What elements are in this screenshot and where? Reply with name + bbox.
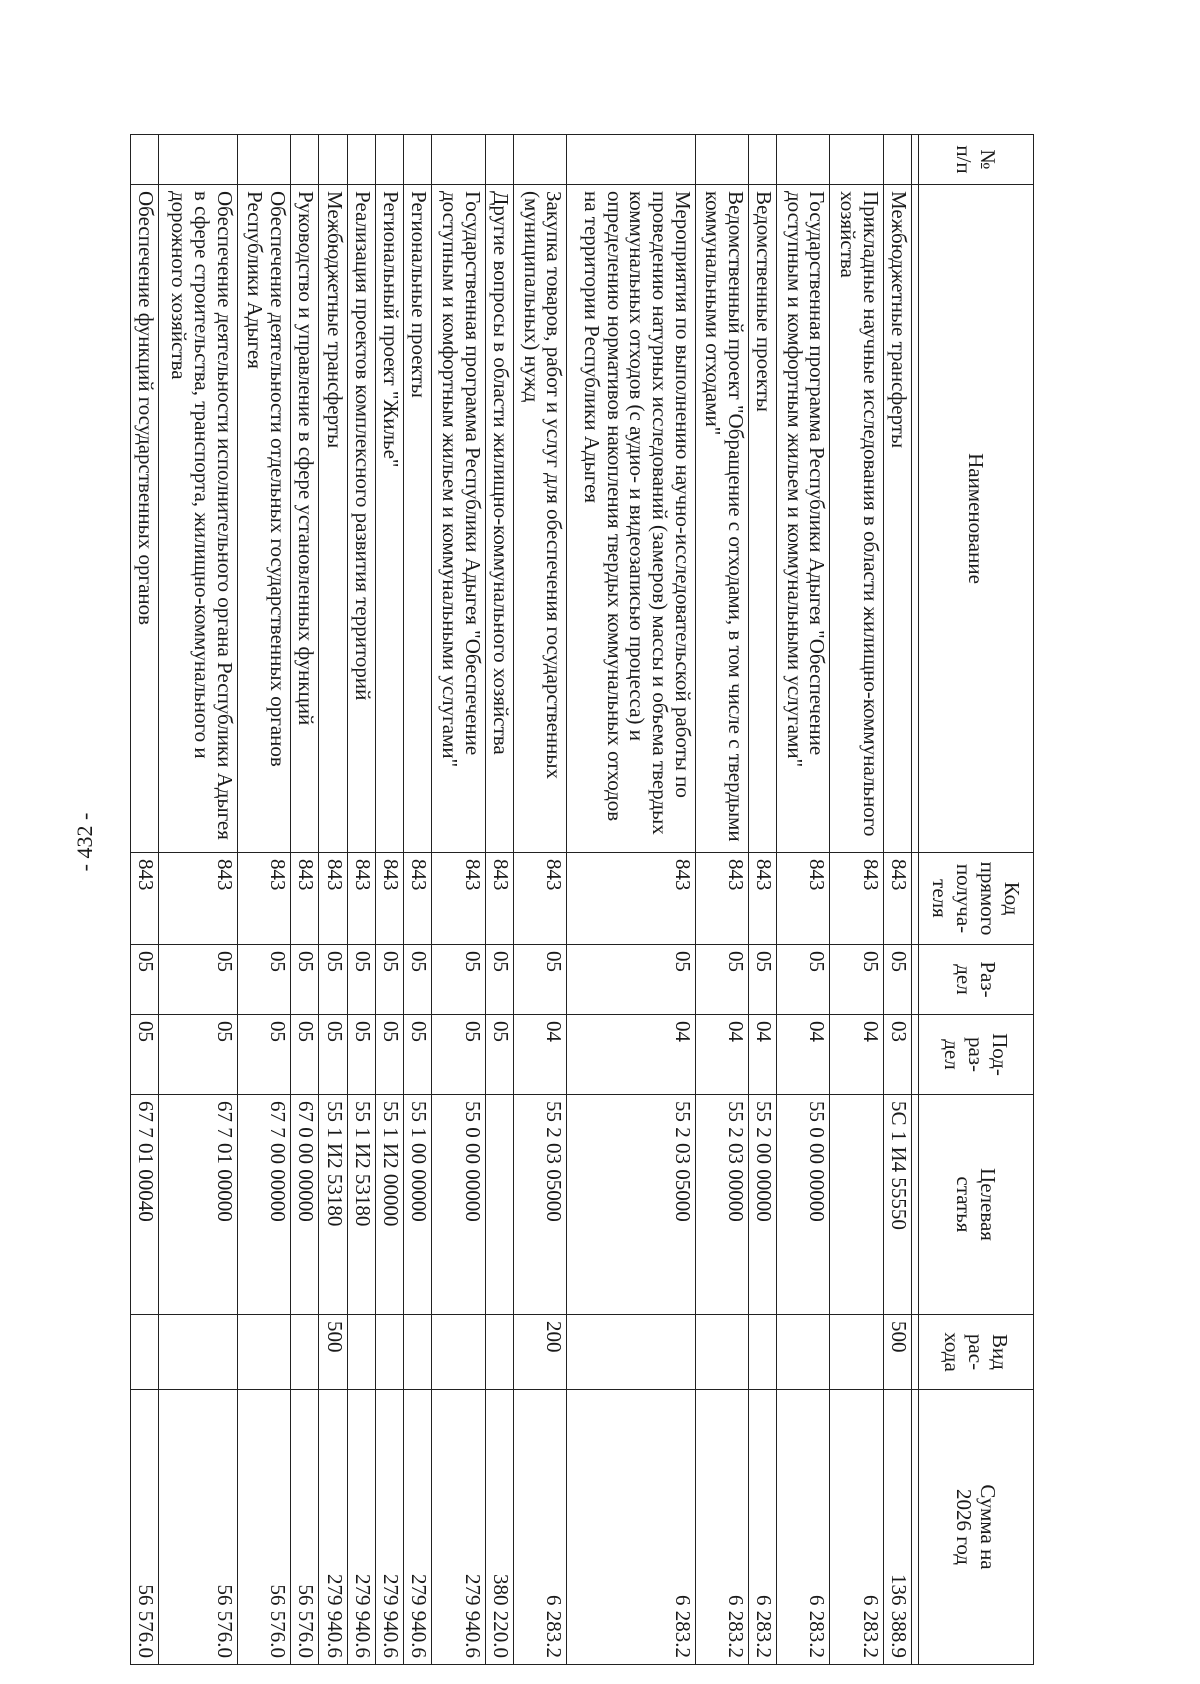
cell-recipient: 843: [131, 853, 159, 945]
budget-table: [130, 134, 1034, 1665]
cell-subsection: 04: [777, 1015, 830, 1095]
cell-subsection: 04: [830, 1015, 883, 1095]
cell-target: 5С 1 И4 55550: [883, 1095, 911, 1315]
cell-subsection: 05: [319, 1015, 347, 1095]
cell-recipient: 843: [567, 853, 695, 945]
cell-section: 05: [567, 945, 695, 1015]
cell-name: Другие вопросы в области жилищно-коммунального хозяйства: [485, 185, 513, 853]
header-spacer-row: [912, 135, 919, 1665]
cell-section: 05: [883, 945, 911, 1015]
cell-name: Закупка товаров, работ и услуг для обеспечения государственных (муниципальных) нужд: [514, 185, 567, 853]
cell-num: [830, 135, 883, 185]
cell-subsection: 04: [567, 1015, 695, 1095]
cell-target: 55 1 И2 00000: [375, 1095, 403, 1315]
cell-num: [375, 135, 403, 185]
cell-exptype: [830, 1315, 883, 1390]
cell-recipient: 843: [375, 853, 403, 945]
cell-name: Обеспечение деятельности отдельных государственных органов Республики Адыгея: [237, 185, 290, 853]
cell-name: Региональный проект "Жилье": [375, 185, 403, 853]
cell-subsection: 05: [404, 1015, 432, 1095]
cell-section: 05: [131, 945, 159, 1015]
table-row: [748, 135, 776, 1665]
cell-exptype: 500: [883, 1315, 911, 1390]
cell-section: 05: [404, 945, 432, 1015]
cell-amount: 279 940.6: [347, 1390, 375, 1665]
cell-section: 05: [514, 945, 567, 1015]
cell-subsection: 03: [883, 1015, 911, 1095]
cell-name: Мероприятия по выполнению научно-исследовательской работы по проведению натурных исследований (замеров) массы и объема твердых коммунальных отходов (с аудио- и видеозаписью процесса) и определению нормативов накопления твердых коммунальных отходов на территории Республики Адыгея: [567, 185, 695, 853]
cell-exptype: [375, 1315, 403, 1390]
cell-recipient: 843: [404, 853, 432, 945]
cell-exptype: [131, 1315, 159, 1390]
cell-section: 05: [237, 945, 290, 1015]
header-exptype: Вид рас- хода: [919, 1315, 1034, 1390]
cell-recipient: 843: [830, 853, 883, 945]
cell-target: 67 7 00 00000: [237, 1095, 290, 1315]
cell-amount: 279 940.6: [432, 1390, 485, 1665]
cell-num: [432, 135, 485, 185]
cell-amount: 6 283.2: [830, 1390, 883, 1665]
cell-name: Региональные проекты: [404, 185, 432, 853]
cell-amount: 56 576.0: [237, 1390, 290, 1665]
cell-num: [695, 135, 748, 185]
cell-section: 05: [159, 945, 237, 1015]
cell-section: 05: [319, 945, 347, 1015]
cell-amount: 279 940.6: [319, 1390, 347, 1665]
table-row: [375, 135, 403, 1665]
cell-amount: 279 940.6: [375, 1390, 403, 1665]
table-row: [404, 135, 432, 1665]
cell-num: [347, 135, 375, 185]
cell-section: 05: [748, 945, 776, 1015]
header-target: Целевая статья: [919, 1095, 1034, 1315]
cell-recipient: 843: [319, 853, 347, 945]
cell-section: 05: [830, 945, 883, 1015]
header-section: Раз- дел: [919, 945, 1034, 1015]
cell-name: Межбюджетные трансферты: [883, 185, 911, 853]
table-row: [432, 135, 485, 1665]
cell-target: 55 2 03 00000: [695, 1095, 748, 1315]
cell-exptype: 500: [319, 1315, 347, 1390]
cell-section: 05: [695, 945, 748, 1015]
cell-subsection: 04: [748, 1015, 776, 1095]
cell-section: 05: [485, 945, 513, 1015]
cell-target: 55 0 00 00000: [432, 1095, 485, 1315]
cell-amount: 6 283.2: [514, 1390, 567, 1665]
cell-amount: 56 576.0: [159, 1390, 237, 1665]
cell-name: Обеспечение деятельности исполнительного органа Республики Адыгея в сфере строительства, транспорта, жилищно-коммунального и дорожного хозяйства: [159, 185, 237, 853]
cell-subsection: 05: [432, 1015, 485, 1095]
cell-amount: 279 940.6: [404, 1390, 432, 1665]
cell-target: 55 1 И2 53180: [319, 1095, 347, 1315]
cell-exptype: [347, 1315, 375, 1390]
cell-amount: 380 220.0: [485, 1390, 513, 1665]
cell-subsection: 05: [485, 1015, 513, 1095]
header-recipient: Код прямого получа- теля: [919, 853, 1034, 945]
table-row: [347, 135, 375, 1665]
cell-subsection: 05: [375, 1015, 403, 1095]
cell-name: Государственная программа Республики Адыгея "Обеспечение доступным и комфортным жильем и коммунальными услугами": [432, 185, 485, 853]
cell-section: 05: [347, 945, 375, 1015]
cell-exptype: [777, 1315, 830, 1390]
cell-exptype: [432, 1315, 485, 1390]
cell-num: [748, 135, 776, 185]
cell-target: 55 2 03 05000: [567, 1095, 695, 1315]
table-row: [290, 135, 318, 1665]
cell-recipient: 843: [485, 853, 513, 945]
cell-num: [131, 135, 159, 185]
cell-subsection: 04: [695, 1015, 748, 1095]
cell-target: 55 1 00 00000: [404, 1095, 432, 1315]
cell-recipient: 843: [514, 853, 567, 945]
table-row: [237, 135, 290, 1665]
cell-amount: 56 576.0: [131, 1390, 159, 1665]
cell-amount: 6 283.2: [748, 1390, 776, 1665]
cell-subsection: 05: [347, 1015, 375, 1095]
table-row: [485, 135, 513, 1665]
cell-num: [777, 135, 830, 185]
cell-exptype: [695, 1315, 748, 1390]
cell-section: 05: [777, 945, 830, 1015]
cell-subsection: 05: [237, 1015, 290, 1095]
cell-recipient: 843: [748, 853, 776, 945]
cell-subsection: 05: [290, 1015, 318, 1095]
header-name: Наименование: [919, 185, 1034, 853]
table-header-row: [919, 135, 1034, 1665]
cell-exptype: 200: [514, 1315, 567, 1390]
cell-name: Государственная программа Республики Адыгея "Обеспечение доступным и комфортным жильем и коммунальными услугами": [777, 185, 830, 853]
cell-num: [485, 135, 513, 185]
cell-num: [237, 135, 290, 185]
cell-exptype: [567, 1315, 695, 1390]
cell-num: [567, 135, 695, 185]
cell-target: 55 0 00 00000: [777, 1095, 830, 1315]
cell-recipient: 843: [159, 853, 237, 945]
cell-target: 67 7 01 00040: [131, 1095, 159, 1315]
cell-recipient: 843: [777, 853, 830, 945]
cell-amount: 6 283.2: [777, 1390, 830, 1665]
cell-section: 05: [432, 945, 485, 1015]
cell-recipient: 843: [347, 853, 375, 945]
cell-target: 55 2 03 05000: [514, 1095, 567, 1315]
cell-exptype: [290, 1315, 318, 1390]
table-row: [131, 135, 159, 1665]
cell-target: [830, 1095, 883, 1315]
cell-amount: 136 388.9: [883, 1390, 911, 1665]
cell-exptype: [404, 1315, 432, 1390]
cell-recipient: 843: [290, 853, 318, 945]
cell-exptype: [237, 1315, 290, 1390]
table-row: [695, 135, 748, 1665]
cell-num: [883, 135, 911, 185]
cell-section: 05: [375, 945, 403, 1015]
cell-name: Обеспечение функций государственных органов: [131, 185, 159, 853]
cell-recipient: 843: [695, 853, 748, 945]
cell-num: [319, 135, 347, 185]
cell-recipient: 843: [237, 853, 290, 945]
cell-num: [514, 135, 567, 185]
cell-target: 55 1 И2 53180: [347, 1095, 375, 1315]
table-row: [830, 135, 883, 1665]
cell-amount: 56 576.0: [290, 1390, 318, 1665]
cell-subsection: 05: [131, 1015, 159, 1095]
cell-num: [159, 135, 237, 185]
cell-name: Реализация проектов комплексного развития территорий: [347, 185, 375, 853]
cell-subsection: 05: [159, 1015, 237, 1095]
cell-name: Ведомственные проекты: [748, 185, 776, 853]
cell-amount: 6 283.2: [695, 1390, 748, 1665]
cell-name: Руководство и управление в сфере установленных функций: [290, 185, 318, 853]
cell-exptype: [748, 1315, 776, 1390]
cell-target: 67 7 01 00000: [159, 1095, 237, 1315]
cell-name: Ведомственный проект "Обращение с отходами, в том числе с твердыми коммунальными отходами": [695, 185, 748, 853]
cell-name: Прикладные научные исследования в области жилищно-коммунального хозяйства: [830, 185, 883, 853]
table-row: [567, 135, 695, 1665]
cell-exptype: [159, 1315, 237, 1390]
cell-target: [485, 1095, 513, 1315]
header-num: № п/п: [919, 135, 1034, 185]
cell-recipient: 843: [883, 853, 911, 945]
page-number: - 432 -: [72, 812, 97, 872]
cell-exptype: [485, 1315, 513, 1390]
cell-section: 05: [290, 945, 318, 1015]
cell-amount: 6 283.2: [567, 1390, 695, 1665]
header-amount: Сумма на 2026 год: [919, 1390, 1034, 1665]
cell-num: [404, 135, 432, 185]
table-row: [514, 135, 567, 1665]
table-row: [159, 135, 237, 1665]
budget-table-rotated: [130, 134, 1034, 1664]
cell-target: 67 0 00 00000: [290, 1095, 318, 1315]
cell-name: Межбюджетные трансферты: [319, 185, 347, 853]
cell-subsection: 04: [514, 1015, 567, 1095]
cell-target: 55 2 00 00000: [748, 1095, 776, 1315]
table-row: [777, 135, 830, 1665]
cell-recipient: 843: [432, 853, 485, 945]
table-body: [131, 135, 912, 1665]
cell-num: [290, 135, 318, 185]
table-row: [319, 135, 347, 1665]
header-subsection: Под- раз- дел: [919, 1015, 1034, 1095]
table-row: [883, 135, 911, 1665]
